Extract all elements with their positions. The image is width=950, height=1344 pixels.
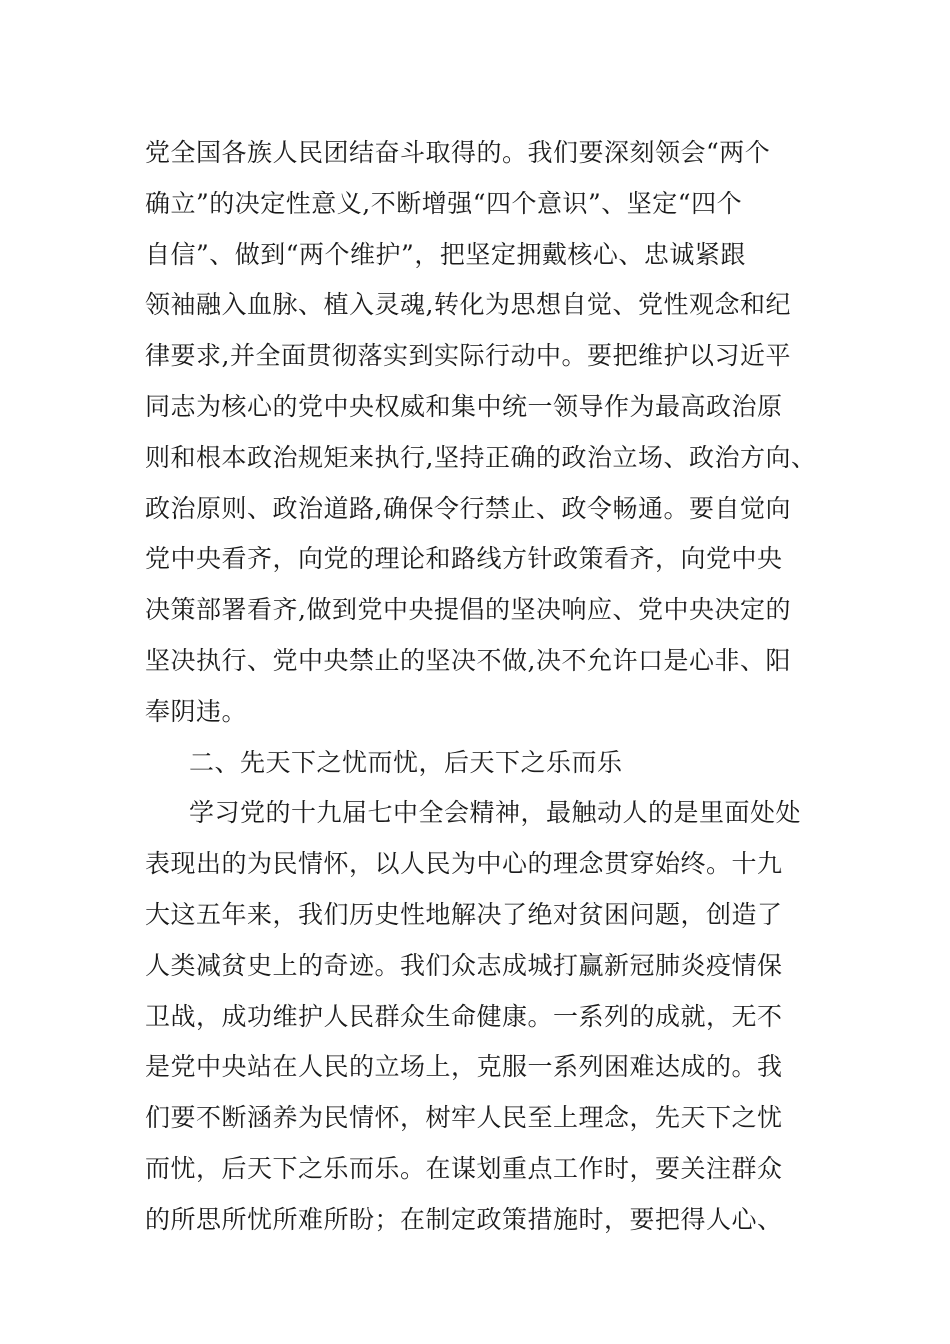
- body-text: [145, 128, 825, 1246]
- text-line: 而忧，后天下之乐而乐。在谋划重点工作时，要关注群众: [145, 1153, 783, 1183]
- text-line: 卫战，成功维护人民群众生命健康。一系列的成就，无不: [145, 1001, 783, 1031]
- text-line: 学习党的十九届七中全会精神，最触动人的是里面处处: [189, 798, 802, 828]
- text-line: 是党中央站在人民的立场上，克服一系列困难达成的。我: [145, 1052, 783, 1082]
- text-line: 大这五年来，我们历史性地解决了绝对贫困问题，创造了: [145, 899, 783, 929]
- text-line: 的所思所忧所难所盼；在制定政策措施时，要把得人心、: [145, 1204, 783, 1234]
- text-line: 则和根本政治规矩来执行,坚持正确的政治立场、政治方向、: [145, 442, 817, 472]
- text-line: 表现出的为民情怀，以人民为中心的理念贯穿始终。十九: [145, 849, 783, 879]
- text-line: 政治原则、政治道路,确保令行禁止、政令畅通。要自觉向: [145, 493, 791, 523]
- text-line: 人类减贫史上的奇迹。我们众志成城打赢新冠肺炎疫情保: [145, 950, 783, 980]
- text-line: 坚决执行、党中央禁止的坚决不做,决不允许口是心非、阳: [145, 645, 791, 675]
- text-line: 领袖融入血脉、植入灵魂,转化为思想自觉、党性观念和纪: [145, 290, 791, 320]
- text-line: 党中央看齐，向党的理论和路线方针政策看齐，向党中央: [145, 544, 783, 574]
- text-line: 律要求,并全面贯彻落实到实际行动中。要把维护以习近平: [145, 341, 791, 371]
- text-line: 们要不断涵养为民情怀，树牢人民至上理念，先天下之忧: [145, 1103, 783, 1133]
- text-line: 自信”、做到“两个维护”，把坚定拥戴核心、忠诚紧跟: [145, 239, 746, 269]
- section-heading: 二、先天下之忧而忧，后天下之乐而乐: [189, 747, 623, 777]
- text-line: 党全国各族人民团结奋斗取得的。我们要深刻领会“两个: [145, 138, 771, 167]
- text-line: 奉阴违。: [145, 696, 248, 726]
- text-line: 同志为核心的党中央权威和集中统一领导作为最高政治原: [145, 391, 783, 421]
- text-line: 决策部署看齐,做到党中央提倡的坚决响应、党中央决定的: [145, 595, 791, 625]
- text-line: 确立”的决定性意义,不断增强“四个意识”、坚定“四个: [145, 188, 743, 218]
